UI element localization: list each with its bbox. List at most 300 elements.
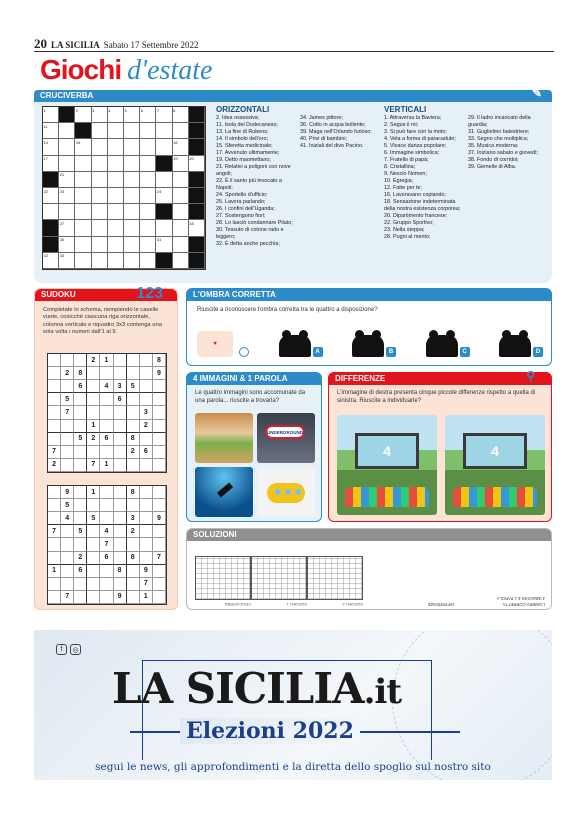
sudoku-cell[interactable] xyxy=(153,525,166,538)
sudoku-cell[interactable]: 7 xyxy=(87,459,100,472)
ad-logo-suffix: .it xyxy=(363,672,402,712)
sudoku-cell[interactable] xyxy=(61,420,74,433)
crossword-cell[interactable] xyxy=(124,188,140,204)
crossword-cell[interactable] xyxy=(75,237,91,253)
sudoku-cell[interactable] xyxy=(140,552,153,565)
sudoku-cell[interactable] xyxy=(100,446,113,459)
shadow-option-a[interactable] xyxy=(279,335,323,357)
sol-label-cruciverba: CRUCIVERBA xyxy=(224,602,251,607)
img4-question: Le quattro immagini sono accomunate da una parola... riuscite a trovarla? xyxy=(195,390,306,404)
sudoku-cell[interactable] xyxy=(114,446,127,459)
sudoku-cell[interactable]: 5 xyxy=(61,393,74,406)
sudoku-cell[interactable] xyxy=(140,512,153,525)
crossword-cell[interactable] xyxy=(108,172,124,188)
crossword-cell[interactable] xyxy=(124,237,140,253)
sudoku-cell[interactable] xyxy=(114,552,127,565)
crossword-cell[interactable]: 15 xyxy=(75,139,91,155)
sudoku-cell[interactable] xyxy=(74,446,87,459)
crossword-cell[interactable] xyxy=(124,139,140,155)
sudoku-cell[interactable] xyxy=(114,486,127,499)
sudoku-cell[interactable] xyxy=(127,538,140,551)
sudoku-cell[interactable]: 1 xyxy=(100,354,113,367)
clue-item: 38. Fondo di corridoi; xyxy=(468,157,519,163)
sudoku-cell[interactable]: 9 xyxy=(153,367,166,380)
crossword-cell[interactable] xyxy=(59,204,75,220)
crossword-cell[interactable]: 30 xyxy=(59,237,75,253)
sudoku-cell[interactable] xyxy=(48,538,61,551)
sudoku-cell[interactable] xyxy=(48,393,61,406)
sudoku-cell[interactable]: 6 xyxy=(140,446,153,459)
sudoku-cell[interactable] xyxy=(61,354,74,367)
sudoku-grid-2[interactable] xyxy=(47,485,167,605)
crossword-cell[interactable]: 17 xyxy=(43,156,59,172)
crossword-cell[interactable]: 16 xyxy=(173,139,189,155)
sudoku-cell[interactable]: 8 xyxy=(127,486,140,499)
sudoku-cell[interactable]: 7 xyxy=(61,406,74,419)
sudoku-cell[interactable] xyxy=(87,538,100,551)
crossword-cell[interactable] xyxy=(124,123,140,139)
sudoku-cell[interactable] xyxy=(87,565,100,578)
crossword-cell[interactable]: 5 xyxy=(124,107,140,123)
sudoku-cell[interactable] xyxy=(48,512,61,525)
crossword-cell[interactable] xyxy=(92,220,108,236)
crossword-cell[interactable]: 33 xyxy=(59,253,75,269)
clue-item: 9. Nescio Nomen; xyxy=(384,171,427,177)
sudoku-cell[interactable] xyxy=(74,538,87,551)
sudoku-cell[interactable]: 5 xyxy=(127,380,140,393)
clues-verticali-2 xyxy=(468,106,546,276)
sudoku-cell[interactable]: 3 xyxy=(140,406,153,419)
crossword-cell[interactable]: 22 xyxy=(43,188,59,204)
facebook-icon[interactable]: f xyxy=(56,644,67,655)
crossword-cell[interactable]: 24 xyxy=(156,188,172,204)
crossword-cell[interactable] xyxy=(108,204,124,220)
clue-item: 21. Relativi a poligoni con nove angoli; xyxy=(216,164,291,177)
sudoku-grid-1[interactable] xyxy=(47,353,167,473)
clue-item: 36. Cotto in acqua bollente; xyxy=(300,122,366,128)
sudoku-cell[interactable]: 2 xyxy=(74,552,87,565)
crossword-cell[interactable] xyxy=(173,204,189,220)
sudoku-cell[interactable] xyxy=(87,552,100,565)
ad-logo xyxy=(112,664,401,713)
crossword-cell[interactable]: 23 xyxy=(59,188,75,204)
sudoku-cell[interactable]: 7 xyxy=(140,578,153,591)
crossword-cell[interactable] xyxy=(43,204,59,220)
sudoku-cell[interactable]: 7 xyxy=(48,525,61,538)
sudoku-cell[interactable] xyxy=(48,578,61,591)
crossword-cell[interactable] xyxy=(124,253,140,269)
underground-sign: UNDERGROUND xyxy=(265,425,305,439)
sudoku-cell[interactable] xyxy=(61,433,74,446)
sudoku-cell[interactable] xyxy=(127,459,140,472)
crossword-cell[interactable] xyxy=(108,139,124,155)
crossword-cell[interactable] xyxy=(140,139,156,155)
instagram-icon[interactable]: ◎ xyxy=(70,644,81,655)
sudoku-cell[interactable] xyxy=(100,486,113,499)
sudoku-cell[interactable]: 2 xyxy=(48,459,61,472)
sudoku-cell[interactable] xyxy=(153,446,166,459)
crossword-cell[interactable] xyxy=(92,172,108,188)
sudoku-cell[interactable] xyxy=(87,367,100,380)
crossword-cell[interactable] xyxy=(124,172,140,188)
sudoku-cell[interactable] xyxy=(153,406,166,419)
sudoku-cell[interactable] xyxy=(153,578,166,591)
sudoku-cell[interactable]: 1 xyxy=(140,591,153,604)
clue-item: 23. Nella steppa; xyxy=(384,227,425,233)
clue-item: 18. Sensazione indeterminata della nostra esistenza corporea; xyxy=(384,199,461,212)
crossword-cell[interactable] xyxy=(156,123,172,139)
shadow-option-c[interactable] xyxy=(426,335,470,357)
sudoku-cell[interactable]: 6 xyxy=(114,393,127,406)
sudoku-cell[interactable] xyxy=(100,393,113,406)
crossword-cell[interactable] xyxy=(124,220,140,236)
sudoku-cell[interactable]: 5 xyxy=(74,433,87,446)
sudoku-cell[interactable] xyxy=(100,499,113,512)
sudoku-cell[interactable]: 2 xyxy=(61,367,74,380)
sudoku-cell[interactable] xyxy=(114,512,127,525)
sudoku-cell[interactable]: 2 xyxy=(87,354,100,367)
sudoku-cell[interactable] xyxy=(48,380,61,393)
sudoku-cell[interactable] xyxy=(114,578,127,591)
sudoku-cell[interactable] xyxy=(100,512,113,525)
crossword-cell[interactable]: 4 xyxy=(108,107,124,123)
sudoku-cell[interactable]: 2 xyxy=(87,433,100,446)
crossword-cell[interactable] xyxy=(92,123,108,139)
sudoku-cell[interactable]: 9 xyxy=(140,565,153,578)
sudoku-cell[interactable] xyxy=(61,446,74,459)
sudoku-cell[interactable]: 6 xyxy=(100,433,113,446)
crossword-cell[interactable] xyxy=(108,123,124,139)
crossword-cell[interactable] xyxy=(156,172,172,188)
sudoku-cell[interactable] xyxy=(114,354,127,367)
sudoku-cell[interactable] xyxy=(100,591,113,604)
sol-label-img4: 4 IMMAGINI & 1 PAROLA xyxy=(496,596,545,602)
shadow-d-icon xyxy=(499,335,531,357)
sudoku-cell[interactable] xyxy=(61,578,74,591)
ombra-panel xyxy=(186,288,552,366)
sudoku-cell[interactable] xyxy=(127,591,140,604)
clue-item: 39. Maga nell'Orlando furioso; xyxy=(300,129,372,135)
crossword-cell[interactable] xyxy=(173,253,189,269)
sudoku-cell[interactable] xyxy=(140,499,153,512)
clue-item: 27. Sostengono fiori; xyxy=(216,213,266,219)
sudoku-cell[interactable] xyxy=(74,393,87,406)
scene-left[interactable] xyxy=(337,415,437,515)
crossword-bar xyxy=(34,86,552,102)
sudoku-cell[interactable] xyxy=(100,565,113,578)
sudoku-cell[interactable] xyxy=(48,591,61,604)
shadow-option-b[interactable] xyxy=(352,335,396,357)
sudoku-cell[interactable]: 7 xyxy=(100,538,113,551)
crossword-cell[interactable]: 32 xyxy=(43,253,59,269)
sudoku-cell[interactable] xyxy=(153,591,166,604)
crossword-cell[interactable] xyxy=(108,253,124,269)
crossword-cell[interactable] xyxy=(140,172,156,188)
sudoku-cell[interactable] xyxy=(74,499,87,512)
sudoku-cell[interactable] xyxy=(48,486,61,499)
sudoku-cell[interactable] xyxy=(48,354,61,367)
shadow-option-d[interactable] xyxy=(499,335,543,357)
crossword-cell[interactable] xyxy=(75,220,91,236)
sudoku-cell[interactable] xyxy=(127,578,140,591)
crossword-cell[interactable]: 19 xyxy=(173,156,189,172)
shadow-b-icon xyxy=(352,335,384,357)
crossword-cell[interactable]: 27 xyxy=(59,220,75,236)
sudoku-intro: Completate lo schema, riempiendo le caselle vuote, cosicché ciascuna riga orizzontale, colonna verticale e riquadro 3x3 contenga una sola volta i numeri dall'1 al 9. xyxy=(43,307,162,336)
sudoku-cell[interactable] xyxy=(87,525,100,538)
crossword-cell[interactable]: 6 xyxy=(140,107,156,123)
crossword-cell[interactable]: 1 xyxy=(43,107,59,123)
crossword-cell[interactable] xyxy=(140,156,156,172)
scene-right[interactable] xyxy=(445,415,545,515)
sudoku-cell[interactable]: 4 xyxy=(100,525,113,538)
crossword-black-cell xyxy=(189,123,205,139)
sudoku-cell[interactable]: 1 xyxy=(100,459,113,472)
sudoku-cell[interactable]: 8 xyxy=(127,552,140,565)
crossword-cell[interactable] xyxy=(156,220,172,236)
sudoku-cell[interactable]: 8 xyxy=(153,354,166,367)
sudoku-cell[interactable] xyxy=(48,367,61,380)
crossword-cell[interactable] xyxy=(140,237,156,253)
sudoku-cell[interactable]: 9 xyxy=(114,591,127,604)
sudoku-cell[interactable] xyxy=(127,393,140,406)
sudoku-cell[interactable] xyxy=(87,406,100,419)
sudoku-cell[interactable] xyxy=(48,420,61,433)
sudoku-cell[interactable] xyxy=(74,420,87,433)
sudoku-cell[interactable] xyxy=(87,499,100,512)
crossword-cell[interactable] xyxy=(124,204,140,220)
clue-item: 31. Guglielmo balestriere; xyxy=(468,129,530,135)
sudoku-cell[interactable] xyxy=(87,380,100,393)
crossword-cell[interactable]: 28 xyxy=(189,220,205,236)
sudoku-cell[interactable]: 1 xyxy=(87,420,100,433)
crossword-cell[interactable] xyxy=(75,172,91,188)
sudoku-cell[interactable]: 2 xyxy=(140,420,153,433)
crossword-cell[interactable]: 8 xyxy=(173,107,189,123)
sudoku-cell[interactable] xyxy=(153,420,166,433)
crossword-cell[interactable] xyxy=(140,204,156,220)
sudoku-cell[interactable] xyxy=(114,367,127,380)
crossword-cell[interactable] xyxy=(140,188,156,204)
crossword-cell[interactable] xyxy=(59,123,75,139)
crossword-cell[interactable] xyxy=(75,156,91,172)
sudoku-cell[interactable]: 5 xyxy=(87,512,100,525)
crossword-cell[interactable] xyxy=(108,156,124,172)
sudoku-cell[interactable] xyxy=(140,380,153,393)
solutions-panel xyxy=(186,528,552,610)
verticali-heading: VERTICALI xyxy=(384,106,427,114)
sudoku-cell[interactable] xyxy=(114,433,127,446)
sudoku-cell[interactable] xyxy=(48,552,61,565)
crossword-cell[interactable]: 31 xyxy=(156,237,172,253)
crossword-cell[interactable] xyxy=(92,139,108,155)
crossword-cell[interactable] xyxy=(108,237,124,253)
sudoku-cell[interactable] xyxy=(127,565,140,578)
sudoku-cell[interactable] xyxy=(153,380,166,393)
sudoku-cell[interactable]: 9 xyxy=(61,486,74,499)
crossword-cell[interactable] xyxy=(59,139,75,155)
crossword-cell[interactable] xyxy=(124,156,140,172)
sudoku-cell[interactable] xyxy=(127,354,140,367)
crossword-cell[interactable] xyxy=(140,123,156,139)
ombra-options xyxy=(197,325,543,357)
sudoku-cell[interactable]: 1 xyxy=(87,486,100,499)
crossword-cell[interactable] xyxy=(140,220,156,236)
sudoku-cell[interactable]: 2 xyxy=(127,446,140,459)
sudoku-heading: SUDOKU xyxy=(41,290,76,299)
sudoku-cell[interactable]: 6 xyxy=(74,380,87,393)
sudoku-cell[interactable]: 5 xyxy=(61,499,74,512)
crossword-cell[interactable] xyxy=(156,139,172,155)
sudoku-cell[interactable]: 8 xyxy=(74,367,87,380)
sudoku-cell[interactable]: 8 xyxy=(114,565,127,578)
crossword-cell[interactable] xyxy=(173,123,189,139)
crossword-cell[interactable] xyxy=(108,220,124,236)
sudoku-cell[interactable]: 5 xyxy=(74,525,87,538)
crossword-cell[interactable]: 14 xyxy=(43,139,59,155)
sudoku-cell[interactable] xyxy=(100,578,113,591)
sudoku-cell[interactable] xyxy=(74,578,87,591)
sudoku-cell[interactable] xyxy=(61,525,74,538)
sudoku-cell[interactable] xyxy=(114,499,127,512)
label-d: D xyxy=(533,347,543,357)
clue-item: 4. Vela a forma di paracadute; xyxy=(384,136,456,142)
crossword-cell[interactable] xyxy=(92,237,108,253)
diff-panel xyxy=(328,369,552,522)
sol-label-diff: DIFFERENZE xyxy=(427,602,454,607)
crossword-cell[interactable] xyxy=(92,204,108,220)
crossword-cell[interactable] xyxy=(173,220,189,236)
sudoku-cell[interactable]: 4 xyxy=(61,512,74,525)
sudoku-cell[interactable] xyxy=(127,406,140,419)
crossword-cell[interactable] xyxy=(75,188,91,204)
crossword-cell[interactable]: 2 xyxy=(75,107,91,123)
sudoku-cell[interactable] xyxy=(48,499,61,512)
sudoku-cell[interactable] xyxy=(140,459,153,472)
sudoku-cell[interactable]: 7 xyxy=(48,446,61,459)
sudoku-cell[interactable] xyxy=(153,393,166,406)
sudoku-cell[interactable] xyxy=(74,591,87,604)
crossword-cell[interactable] xyxy=(92,188,108,204)
sudoku-cell[interactable] xyxy=(140,354,153,367)
crossword-cell[interactable] xyxy=(108,188,124,204)
sudoku-cell[interactable] xyxy=(127,499,140,512)
sudoku-cell[interactable] xyxy=(61,380,74,393)
sol-grid-sudoku1 xyxy=(251,556,307,600)
sudoku-cell[interactable] xyxy=(127,420,140,433)
sudoku-cell[interactable] xyxy=(127,367,140,380)
crossword-cell[interactable] xyxy=(140,253,156,269)
crossword-grid[interactable] xyxy=(42,106,206,270)
sudoku-cell[interactable]: 6 xyxy=(100,552,113,565)
sudoku-cell[interactable] xyxy=(140,538,153,551)
sudoku-cell[interactable] xyxy=(114,406,127,419)
sudoku-cell[interactable] xyxy=(48,406,61,419)
crossword-cell[interactable]: 7 xyxy=(156,107,172,123)
crossword-cell[interactable] xyxy=(75,253,91,269)
sudoku-cell[interactable] xyxy=(140,393,153,406)
img4-bar xyxy=(187,373,321,385)
sudoku-cell[interactable] xyxy=(61,552,74,565)
sudoku-cell[interactable]: 9 xyxy=(153,512,166,525)
sudoku-cell[interactable]: 4 xyxy=(100,380,113,393)
sudoku-cell[interactable] xyxy=(140,525,153,538)
sudoku-cell[interactable] xyxy=(114,525,127,538)
sudoku-cell[interactable] xyxy=(74,459,87,472)
crossword-black-cell xyxy=(43,237,59,253)
sudoku-cell[interactable] xyxy=(74,354,87,367)
submarine-photo xyxy=(257,467,315,517)
sudoku-cell[interactable]: 6 xyxy=(74,565,87,578)
sudoku-cell[interactable] xyxy=(114,538,127,551)
sudoku-cell[interactable] xyxy=(140,433,153,446)
crossword-cell[interactable]: 20 xyxy=(189,156,205,172)
sudoku-cell[interactable] xyxy=(87,578,100,591)
sudoku-cell[interactable] xyxy=(114,420,127,433)
clue-item: 7. Fratello di papà; xyxy=(384,157,429,163)
underground-photo xyxy=(257,413,315,463)
sudoku-cell[interactable] xyxy=(74,486,87,499)
sudoku-cell[interactable] xyxy=(61,459,74,472)
sudoku-cell[interactable] xyxy=(140,486,153,499)
crossword-cell[interactable] xyxy=(92,156,108,172)
crossword-cell[interactable] xyxy=(173,188,189,204)
sudoku-cell[interactable] xyxy=(61,565,74,578)
crossword-cell[interactable] xyxy=(92,253,108,269)
sudoku-cell[interactable] xyxy=(114,459,127,472)
sudoku-cell[interactable] xyxy=(74,512,87,525)
sudoku-cell[interactable] xyxy=(153,486,166,499)
sudoku-cell[interactable]: 8 xyxy=(127,433,140,446)
sudoku-cell[interactable] xyxy=(100,367,113,380)
sudoku-cell[interactable] xyxy=(87,591,100,604)
sudoku-cell[interactable]: 3 xyxy=(114,380,127,393)
crossword-cell[interactable]: 11 xyxy=(43,123,59,139)
sudoku-cell[interactable] xyxy=(100,406,113,419)
sudoku-cell[interactable] xyxy=(100,420,113,433)
solutions-heading: SOLUZIONI xyxy=(193,530,237,539)
ombra-heading: L'OMBRA CORRETTA xyxy=(193,290,276,299)
sudoku-cell[interactable]: 1 xyxy=(48,565,61,578)
crossword-black-cell xyxy=(189,188,205,204)
sudoku-cell[interactable] xyxy=(153,499,166,512)
sudoku-cell[interactable] xyxy=(153,433,166,446)
ad-subtitle: Elezioni 2022 xyxy=(180,718,360,744)
sudoku-cell[interactable] xyxy=(153,459,166,472)
crossword-cell[interactable]: 21 xyxy=(59,172,75,188)
sudoku-cell[interactable] xyxy=(87,446,100,459)
sudoku-cell[interactable] xyxy=(61,538,74,551)
crossword-cell[interactable] xyxy=(173,237,189,253)
sudoku-cell[interactable] xyxy=(140,367,153,380)
sudoku-cell[interactable]: 7 xyxy=(153,552,166,565)
sudoku-cell[interactable]: 2 xyxy=(127,525,140,538)
sudoku-cell[interactable] xyxy=(153,538,166,551)
crossword-cell[interactable] xyxy=(59,156,75,172)
sudoku-cell[interactable] xyxy=(48,433,61,446)
shadow-original-icon: ♥ xyxy=(197,331,233,357)
sudoku-cell[interactable] xyxy=(74,406,87,419)
crossword-cell[interactable] xyxy=(173,172,189,188)
crossword-cell[interactable]: 3 xyxy=(92,107,108,123)
sudoku-cell[interactable] xyxy=(87,393,100,406)
advertisement[interactable] xyxy=(34,630,552,780)
crossword-cell[interactable] xyxy=(75,204,91,220)
page-number: 20 xyxy=(34,36,47,51)
sudoku-cell[interactable]: 3 xyxy=(127,512,140,525)
sudoku-cell[interactable]: 7 xyxy=(61,591,74,604)
sudoku-cell[interactable] xyxy=(153,565,166,578)
